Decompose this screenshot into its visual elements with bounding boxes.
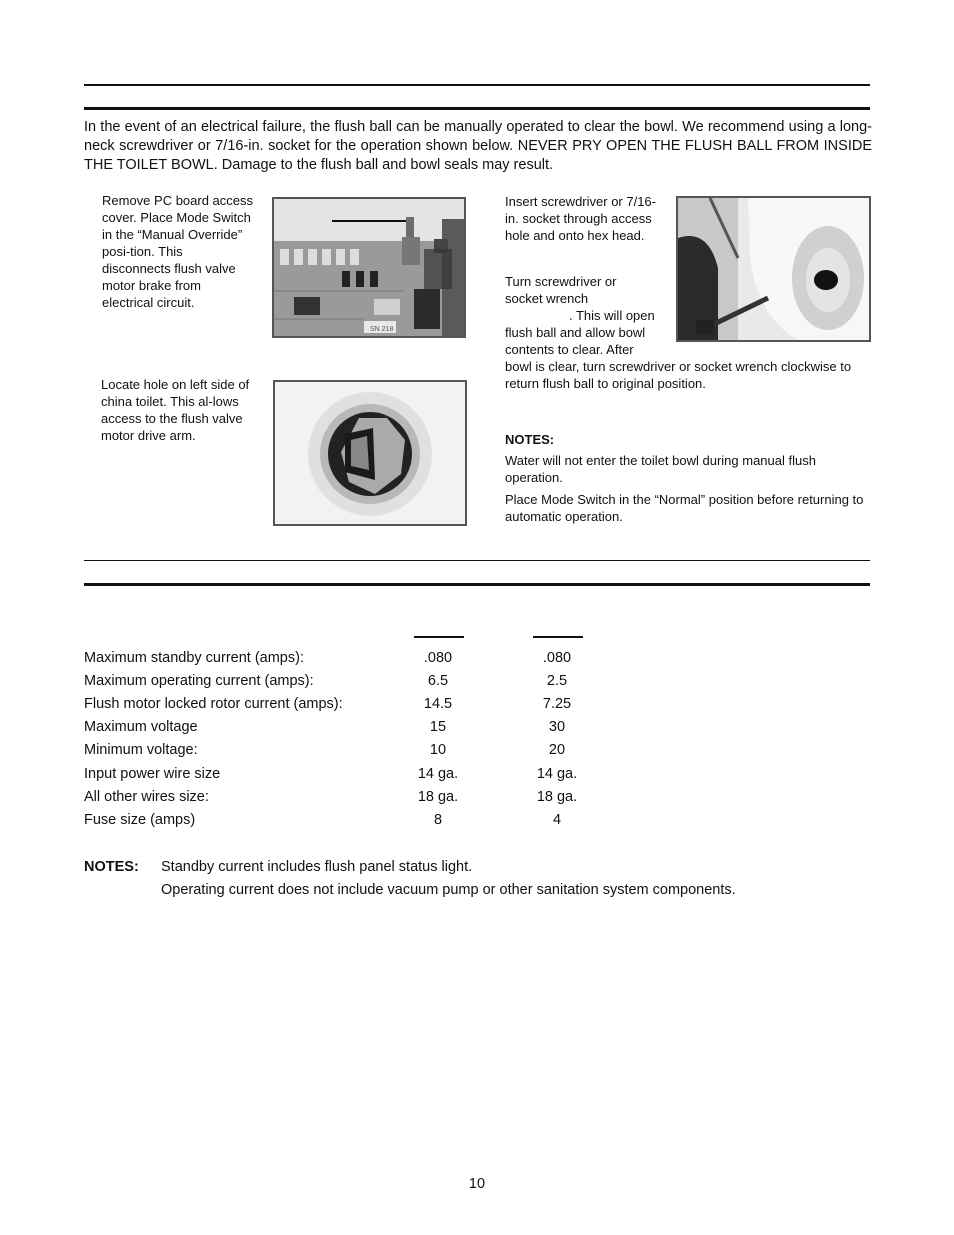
spec-row: [84, 789, 604, 812]
manual-note-2: Place Mode Switch in the “Normal” position before returning to automatic operation.: [505, 492, 864, 524]
spec-value-2: 2.5: [546, 673, 568, 689]
spec-value-2: 30: [548, 719, 566, 735]
spec-value-1: 8: [433, 812, 443, 828]
spec-value-1: 6.5: [427, 673, 449, 689]
spec-col2-heading-rule: [533, 636, 583, 638]
spec-value-1: 14 ga.: [417, 766, 459, 782]
spec-label: Maximum standby current (amps):: [84, 650, 304, 666]
turn-caption-c: bowl is clear, turn screwdriver or socket wrench clockwise to return flush ball to original position.: [505, 359, 852, 391]
spec-row: [84, 719, 604, 742]
spec-value-2: 14 ga.: [536, 766, 578, 782]
spec-row: [84, 650, 604, 673]
spec-row: [84, 766, 604, 789]
top-rule: [84, 84, 870, 86]
spec-value-2: 4: [552, 812, 562, 828]
spec-label: Flush motor locked rotor current (amps):: [84, 696, 343, 712]
spec-label: Maximum operating current (amps):: [84, 673, 314, 689]
spec-row: [84, 696, 604, 719]
spec-note-1: Standby current includes flush panel status light.: [161, 859, 473, 875]
spec-label: Minimum voltage:: [84, 742, 198, 758]
spec-label: All other wires size:: [84, 789, 209, 805]
page-number: 10: [468, 1176, 486, 1192]
turn-caption-b: . This will open flush ball and allow bowl contents to clear. After: [505, 308, 655, 357]
spec-value-1: 10: [429, 742, 447, 758]
spec-value-1: .080: [423, 650, 453, 666]
spec-top-rule: [84, 560, 870, 561]
spec-col1-heading-rule: [414, 636, 464, 638]
pcboard-caption: Remove PC board access cover. Place Mode Switch in the “Manual Override” posi-tion. This disconnects flush valve motor brake from electrical circuit.: [102, 193, 254, 310]
spec-value-1: 15: [429, 719, 447, 735]
spec-section-rule: [84, 583, 870, 586]
spec-value-1: 14.5: [423, 696, 453, 712]
spec-value-1: 18 ga.: [417, 789, 459, 805]
spec-value-2: 20: [548, 742, 566, 758]
turn-caption-a: Turn screwdriver or socket wrench: [505, 274, 617, 306]
spec-value-2: 18 ga.: [536, 789, 578, 805]
spec-note-2: Operating current does not include vacuum pump or other sanitation system components.: [161, 882, 736, 898]
spec-value-2: .080: [542, 650, 572, 666]
pcboard-photo: [272, 197, 466, 338]
pcb-label-text: SN 218: [370, 326, 394, 333]
insert-caption: Insert screwdriver or 7/16-in. socket through access hole and onto hex head.: [505, 194, 656, 243]
hole-caption: Locate hole on left side of china toilet. This al-lows access to the flush valve motor drive arm.: [101, 377, 250, 443]
manual-notes-label: NOTES:: [505, 432, 555, 447]
spec-label: Maximum voltage: [84, 719, 198, 735]
spec-notes-label: NOTES:: [84, 859, 139, 875]
hole-photo: [273, 380, 467, 526]
spec-label: Fuse size (amps): [84, 812, 196, 828]
spec-row: [84, 742, 604, 765]
spec-label: Input power wire size: [84, 766, 221, 782]
spec-row: [84, 812, 604, 835]
manual-note-1: Water will not enter the toilet bowl during manual flush operation.: [505, 453, 816, 485]
toilet-photo: [676, 196, 871, 342]
spec-value-2: 7.25: [542, 696, 572, 712]
spec-row: [84, 673, 604, 696]
intro-paragraph: In the event of an electrical failure, the flush ball can be manually operated to clear the bowl. We recommend using a long-neck screwdriver or 7/16-in. socket for the operation shown below. NEVER PRY OPEN THE FLUSH BALL FROM INSIDE THE TOILET BOWL. Damage to the flush ball and bowl seals may result.: [84, 119, 872, 173]
section-rule: [84, 107, 870, 110]
